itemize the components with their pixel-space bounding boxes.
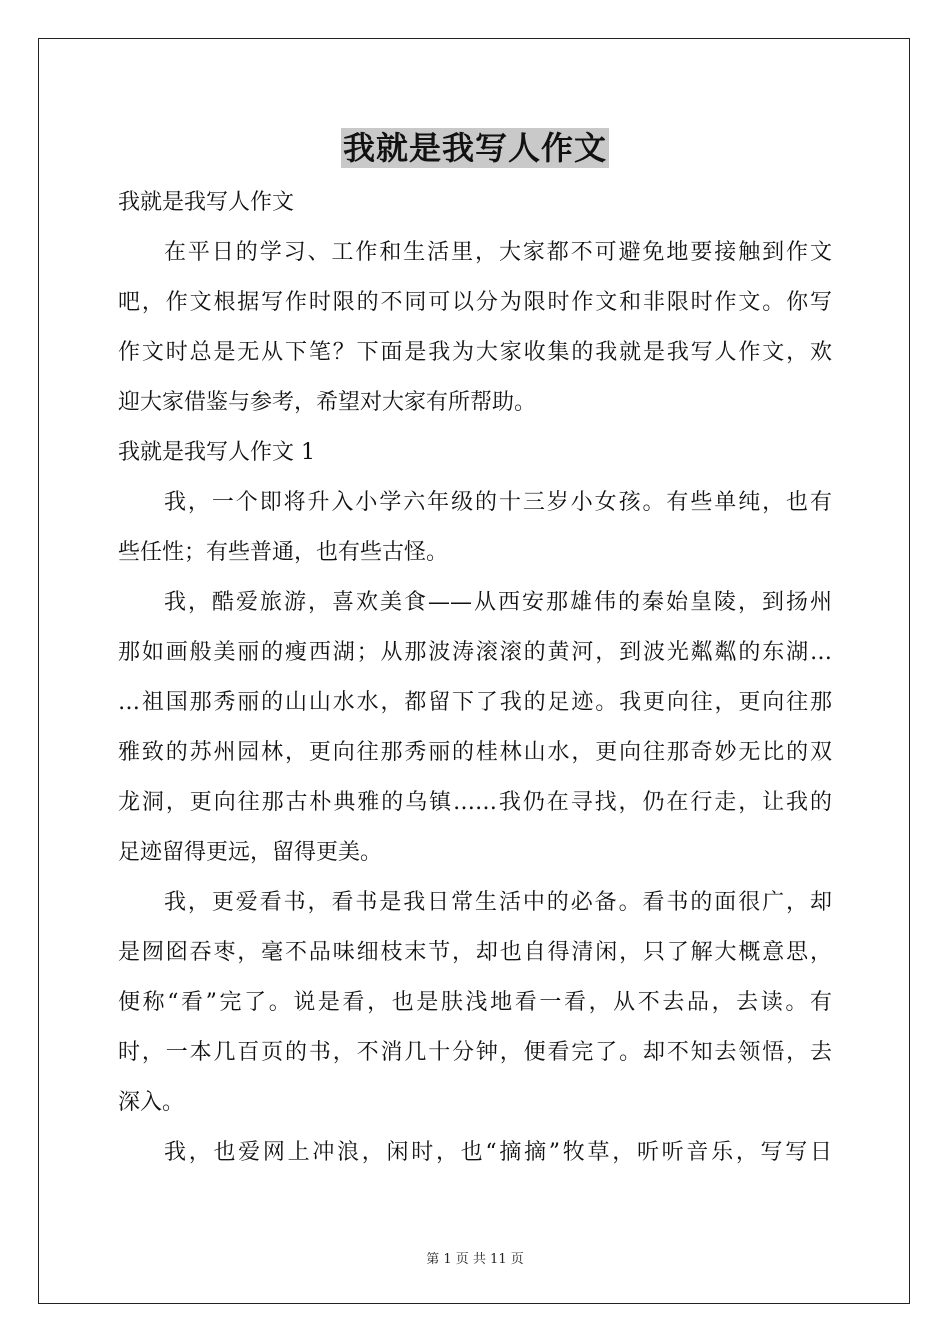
text-line: 我，酷爱旅游，喜欢美食——从西安那雄伟的秦始皇陵，到扬州 [164, 590, 832, 615]
text-line: 龙洞，更向往那古朴典雅的乌镇……我仍在寻找，仍在行走，让我的 [118, 790, 832, 815]
text-line: 在平日的学习、工作和生活里，大家都不可避免地要接触到作文 [164, 240, 832, 265]
text-line: 我就是我写人作文 [118, 190, 295, 215]
text-line: 迎大家借鉴与参考，希望对大家有所帮助。 [118, 390, 537, 415]
text-line: 足迹留得更远，留得更美。 [118, 840, 383, 865]
text-line: 是囫囵吞枣，毫不品味细枝末节，却也自得清闲，只了解大概意思， [118, 940, 832, 965]
text-line: 些任性；有些普通，也有些古怪。 [118, 540, 449, 565]
text-line: 雅致的苏州园林，更向往那秀丽的桂林山水，更向往那奇妙无比的双 [118, 740, 832, 765]
text-line: …祖国那秀丽的山山水水，都留下了我的足迹。我更向往，更向往那 [118, 690, 832, 715]
text-line: 时，一本几百页的书，不消几十分钟，便看完了。却不知去领悟，去 [118, 1040, 832, 1065]
text-line: 我，也爱网上冲浪，闲时，也“摘摘”牧草，听听音乐，写写日 [164, 1140, 832, 1165]
text-line: 我，一个即将升入小学六年级的十三岁小女孩。有些单纯，也有 [164, 490, 832, 515]
document-body [118, 178, 832, 1178]
title-container [0, 128, 950, 168]
document-title: 我就是我写人作文 [342, 129, 607, 167]
text-line: 吧，作文根据写作时限的不同可以分为限时作文和非限时作文。你写 [118, 290, 832, 315]
page-footer: 第 1 页 共 11 页 [426, 1252, 524, 1267]
text-line: 那如画般美丽的瘦西湖；从那波涛滚滚的黄河，到波光粼粼的东湖… [118, 640, 832, 665]
text-line: 我，更爱看书，看书是我日常生活中的必备。看书的面很广，却 [164, 890, 832, 915]
text-line: 作文时总是无从下笔？下面是我为大家收集的我就是我写人作文，欢 [118, 340, 832, 365]
text-line: 我就是我写人作文 1 [118, 440, 315, 465]
text-line: 便称“看”完了。说是看，也是肤浅地看一看，从不去品，去读。有 [118, 990, 832, 1015]
text-line: 深入。 [118, 1090, 185, 1115]
